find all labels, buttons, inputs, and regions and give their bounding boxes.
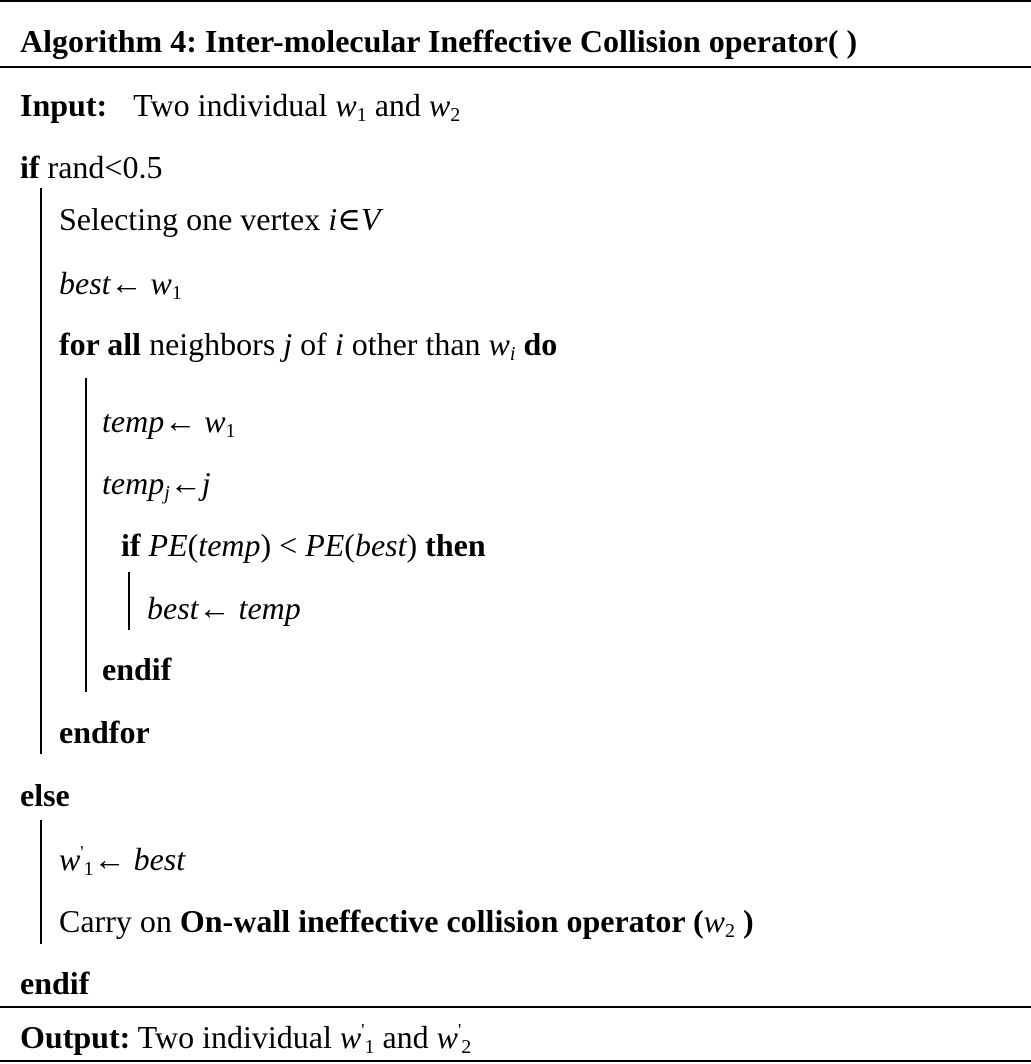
then-block-bar	[128, 572, 130, 630]
temp-init-line: temp← $w_1$	[102, 403, 236, 442]
input-line: Input: Two individual $w_1$ and $w_2$	[20, 87, 461, 126]
endif-inner-line: endif	[102, 651, 172, 687]
else-block-bar	[40, 820, 42, 944]
select-vertex-line: Selecting one vertex i∈V	[59, 201, 381, 237]
if-rand-line: if rand<0.5	[20, 149, 163, 185]
best-assign-line: best← temp	[147, 590, 301, 626]
carry-on-line: Carry on On-wall ineffective collision operator ($w_2$ )	[59, 903, 754, 942]
if-block-bar	[40, 188, 42, 754]
if-pe-line: if PE(temp) < PE(best) then	[121, 527, 486, 563]
for-all-line: for all neighbors j of i other than $w_i$ do	[59, 326, 558, 365]
else-line: else	[20, 777, 70, 813]
wprime-assign-line: $w'_1\leftarrow$ best	[59, 841, 186, 880]
endfor-line: endfor	[59, 714, 150, 750]
bottom-rule	[0, 1060, 1031, 1062]
output-rule	[0, 1006, 1031, 1008]
for-block-bar	[85, 378, 87, 692]
temp-j-line: temp$_j$←j	[102, 465, 211, 504]
title-rule	[0, 66, 1031, 68]
output-line: Output: Two individual $w'_1$ and $w'_2$	[20, 1019, 472, 1058]
endif-outer-line: endif	[20, 965, 90, 1001]
best-init-line: best← $w_1$	[59, 265, 182, 304]
top-rule	[0, 0, 1031, 2]
algorithm-title: Algorithm 4: Inter-molecular Ineffective Collision operator( )	[20, 23, 858, 59]
